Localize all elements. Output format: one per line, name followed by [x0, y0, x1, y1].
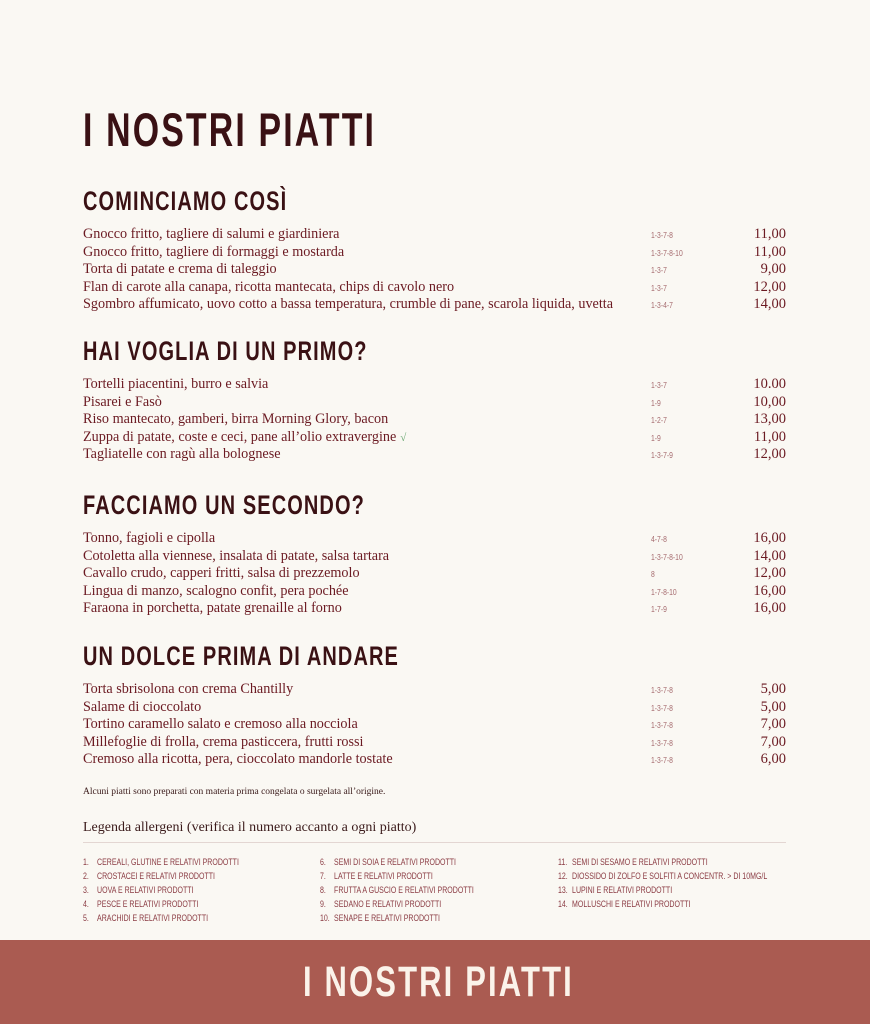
- item-price: 6,00: [760, 751, 786, 768]
- allergen-number: 9.: [320, 899, 326, 909]
- menu-item: [83, 279, 786, 297]
- item-name-text: Faraona in porchetta, patate grenaille al forno: [83, 600, 342, 617]
- item-list: [83, 681, 786, 769]
- menu-item: [83, 530, 786, 548]
- item-name: [83, 699, 201, 717]
- item-name: [83, 226, 339, 244]
- allergen-label: DIOSSIDO DI ZOLFO E SOLFITI A CONCENTR. > DI 10MG/L: [572, 871, 768, 881]
- allergen-number: 6.: [320, 857, 326, 867]
- legend-divider: [83, 842, 786, 843]
- item-name-text: Flan di carote alla canapa, ricotta mantecata, chips di cavolo nero: [83, 278, 455, 295]
- menu-item: [83, 716, 786, 734]
- item-list: [83, 376, 786, 464]
- item-price: 11,00: [753, 226, 786, 242]
- item-allergens: 1-7-8-10: [651, 586, 677, 597]
- item-name: [83, 583, 349, 601]
- menu-item: [83, 600, 786, 618]
- item-price: 14,00: [753, 547, 786, 564]
- item-name-text: Tonno, fagioli e cipolla: [83, 530, 216, 546]
- frozen-note: Alcuni piatti sono preparati con materia prima congelata o surgelata all’origine.: [83, 787, 386, 797]
- menu-item: [83, 734, 786, 752]
- item-name-text: Pisarei e Fasò: [83, 393, 162, 410]
- item-name: [83, 716, 358, 734]
- item-name: [83, 681, 293, 699]
- allergen-label: SEMI DI SESAMO E RELATIVI PRODOTTI: [572, 857, 708, 867]
- item-allergens: 1-3-7-8: [651, 720, 673, 731]
- allergen-label: LATTE E RELATIVI PRODOTTI: [334, 871, 433, 881]
- item-price: 14,00: [753, 296, 786, 313]
- allergen-item: [558, 897, 767, 911]
- item-price: 16,00: [753, 530, 786, 546]
- section-heading: UN DOLCE PRIMA DI ANDARE: [83, 641, 399, 671]
- item-allergens: 1-3-7-8-10: [651, 551, 683, 562]
- item-name-text: Gnocco fritto, tagliere di salumi e giardiniera: [83, 226, 340, 242]
- item-allergens: 1-3-7-8: [651, 685, 673, 695]
- menu-section: [83, 641, 786, 769]
- allergen-item: [558, 883, 767, 897]
- allergen-label: PESCE E RELATIVI PRODOTTI: [97, 899, 199, 909]
- section-heading: COMINCIAMO COSÌ: [83, 186, 288, 216]
- item-name-text: Cavallo crudo, capperi fritti, salsa di prezzemolo: [83, 565, 360, 582]
- allergen-number: 14.: [558, 899, 568, 909]
- allergen-label: FRUTTA A GUSCIO E RELATIVI PRODOTTI: [334, 885, 474, 895]
- item-name: [83, 548, 389, 566]
- item-allergens: 8: [651, 569, 655, 580]
- legend-title: Legenda allergeni (verifica il numero accanto a ogni piatto): [83, 820, 417, 835]
- allergen-item: [558, 855, 767, 869]
- menu-item: [83, 446, 786, 464]
- item-name: [83, 600, 342, 618]
- item-name: [83, 530, 215, 548]
- item-price: 12,00: [753, 565, 786, 582]
- menu-item: [83, 244, 786, 262]
- menu-item: [83, 394, 786, 412]
- allergen-label: ARACHIDI E RELATIVI PRODOTTI: [97, 913, 209, 923]
- item-name: [83, 244, 344, 262]
- item-allergens: 1-3-7-8-10: [651, 247, 683, 258]
- vegan-leaf-icon: √: [400, 431, 407, 444]
- allergen-label: LUPINI E RELATIVI PRODOTTI: [572, 885, 673, 895]
- item-allergens: 1-3-7: [651, 265, 667, 276]
- section-heading: HAI VOGLIA DI UN PRIMO?: [83, 336, 368, 366]
- section-heading: FACCIAMO UN SECONDO?: [83, 490, 365, 520]
- item-price: 7,00: [760, 716, 786, 733]
- page-title: I NOSTRI PIATTI: [83, 103, 377, 156]
- item-price: 7,00: [760, 733, 786, 750]
- item-name: [83, 411, 388, 429]
- allergen-number: 4.: [83, 899, 89, 909]
- item-name-text: Cotoletta alla viennese, insalata di patate, salsa tartara: [83, 547, 390, 564]
- menu-item: [83, 376, 786, 394]
- allergen-item: [320, 883, 474, 897]
- item-price: 12,00: [753, 446, 786, 463]
- item-allergens: 4-7-8: [651, 534, 667, 544]
- allergen-item: [320, 897, 474, 911]
- item-price: 10.00: [753, 376, 786, 392]
- item-name: [83, 734, 364, 752]
- item-price: 13,00: [753, 411, 786, 428]
- allergen-item: [83, 869, 239, 883]
- item-name-text: Torta di patate e crema di taleggio: [83, 261, 277, 278]
- menu-item: [83, 548, 786, 566]
- allergen-number: 3.: [83, 885, 89, 895]
- item-allergens: 1-3-7-8: [651, 702, 673, 713]
- item-allergens: 1-3-7-8: [651, 755, 673, 766]
- item-price: 16,00: [753, 600, 786, 617]
- item-allergens: 1-3-7-8: [651, 737, 673, 748]
- item-price: 16,00: [753, 582, 786, 599]
- menu-item: [83, 296, 786, 314]
- item-allergens: 1-7-9: [651, 604, 667, 615]
- allergen-column-3: [558, 855, 826, 911]
- item-name: [83, 446, 281, 464]
- item-name: [83, 279, 454, 297]
- item-allergens: 1-3-7-8: [651, 230, 673, 240]
- item-price: 11,00: [753, 243, 786, 260]
- allergen-number: 13.: [558, 885, 568, 895]
- item-list: [83, 226, 786, 314]
- item-price: 12,00: [753, 278, 786, 295]
- item-allergens: 1-9: [651, 397, 661, 408]
- allergen-column-1: [83, 855, 283, 925]
- item-price: 9,00: [760, 261, 786, 278]
- menu-section: [83, 490, 786, 618]
- allergen-item: [83, 883, 239, 897]
- item-name-text: Lingua di manzo, scalogno confit, pera pochée: [83, 582, 349, 599]
- item-name: [83, 429, 406, 448]
- menu-section: [83, 336, 786, 464]
- allergen-item: [320, 911, 474, 925]
- item-name-text: Cremoso alla ricotta, pera, cioccolato mandorle tostate: [83, 751, 393, 768]
- allergen-number: 2.: [83, 871, 89, 881]
- allergen-number: 11.: [558, 857, 568, 867]
- allergen-number: 10.: [320, 913, 330, 923]
- allergen-label: SENAPE E RELATIVI PRODOTTI: [334, 913, 441, 923]
- menu-item: [83, 411, 786, 429]
- item-name-text: Tortino caramello salato e cremoso alla nocciola: [83, 716, 358, 733]
- item-name: [83, 261, 277, 279]
- item-name: [83, 296, 613, 314]
- item-price: 11,00: [753, 428, 786, 445]
- allergen-number: 7.: [320, 871, 326, 881]
- item-name: [83, 565, 360, 583]
- item-name-text: Tagliatelle con ragù alla bolognese: [83, 446, 281, 463]
- allergen-number: 8.: [320, 885, 326, 895]
- allergen-label: MOLLUSCHI E RELATIVI PRODOTTI: [572, 899, 691, 909]
- item-name: [83, 394, 162, 412]
- item-allergens: 1-3-7: [651, 380, 667, 390]
- allergen-item: [83, 897, 239, 911]
- item-allergens: 1-9: [651, 432, 661, 443]
- item-allergens: 1-3-4-7: [651, 300, 673, 311]
- item-name-text: Gnocco fritto, tagliere di formaggi e mostarda: [83, 243, 345, 260]
- item-name-text: Millefoglie di frolla, crema pasticcera, frutti rossi: [83, 733, 364, 750]
- item-price: 10,00: [753, 393, 786, 410]
- item-name-text: Salame di cioccolato: [83, 698, 202, 715]
- allergen-item: [558, 869, 767, 883]
- item-list: [83, 530, 786, 618]
- item-name-text: Tortelli piacentini, burro e salvia: [83, 376, 269, 392]
- menu-item: [83, 429, 786, 447]
- item-name: [83, 376, 268, 394]
- allergen-number: 1.: [83, 857, 89, 867]
- allergen-label: CROSTACEI E RELATIVI PRODOTTI: [97, 871, 215, 881]
- menu-item: [83, 565, 786, 583]
- item-allergens: 1-3-7-9: [651, 450, 673, 461]
- menu-item: [83, 226, 786, 244]
- menu-item: [83, 751, 786, 769]
- menu-item: [83, 681, 786, 699]
- menu-item: [83, 583, 786, 601]
- allergen-number: 12.: [558, 871, 568, 881]
- item-name: [83, 751, 393, 769]
- menu-item: [83, 261, 786, 279]
- allergen-label: UOVA E RELATIVI PRODOTTI: [97, 885, 194, 895]
- menu-item: [83, 699, 786, 717]
- item-price: 5,00: [760, 698, 786, 715]
- allergen-label: CEREALI, GLUTINE E RELATIVI PRODOTTI: [97, 857, 239, 867]
- item-name-text: Zuppa di patate, coste e ceci, pane all’olio extravergine: [83, 428, 397, 445]
- item-allergens: 1-2-7: [651, 415, 667, 426]
- item-price: 5,00: [760, 681, 786, 697]
- allergen-label: SEDANO E RELATIVI PRODOTTI: [334, 899, 442, 909]
- allergen-item: [320, 869, 474, 883]
- footer-title: I NOSTRI PIATTI: [303, 958, 574, 1006]
- allergen-item: [83, 911, 239, 925]
- allergen-label: SEMI DI SOIA E RELATIVI PRODOTTI: [334, 857, 457, 867]
- menu-section: [83, 186, 786, 314]
- allergen-column-2: [320, 855, 517, 925]
- item-allergens: 1-3-7: [651, 282, 667, 293]
- item-name-text: Riso mantecato, gamberi, birra Morning Glory, bacon: [83, 411, 389, 428]
- allergen-number: 5.: [83, 913, 89, 923]
- allergen-item: [83, 855, 239, 869]
- allergen-item: [320, 855, 474, 869]
- item-name-text: Sgombro affumicato, uovo cotto a bassa temperatura, crumble di pane, scarola liquida, uvetta: [83, 296, 614, 313]
- item-name-text: Torta sbrisolona con crema Chantilly: [83, 681, 294, 697]
